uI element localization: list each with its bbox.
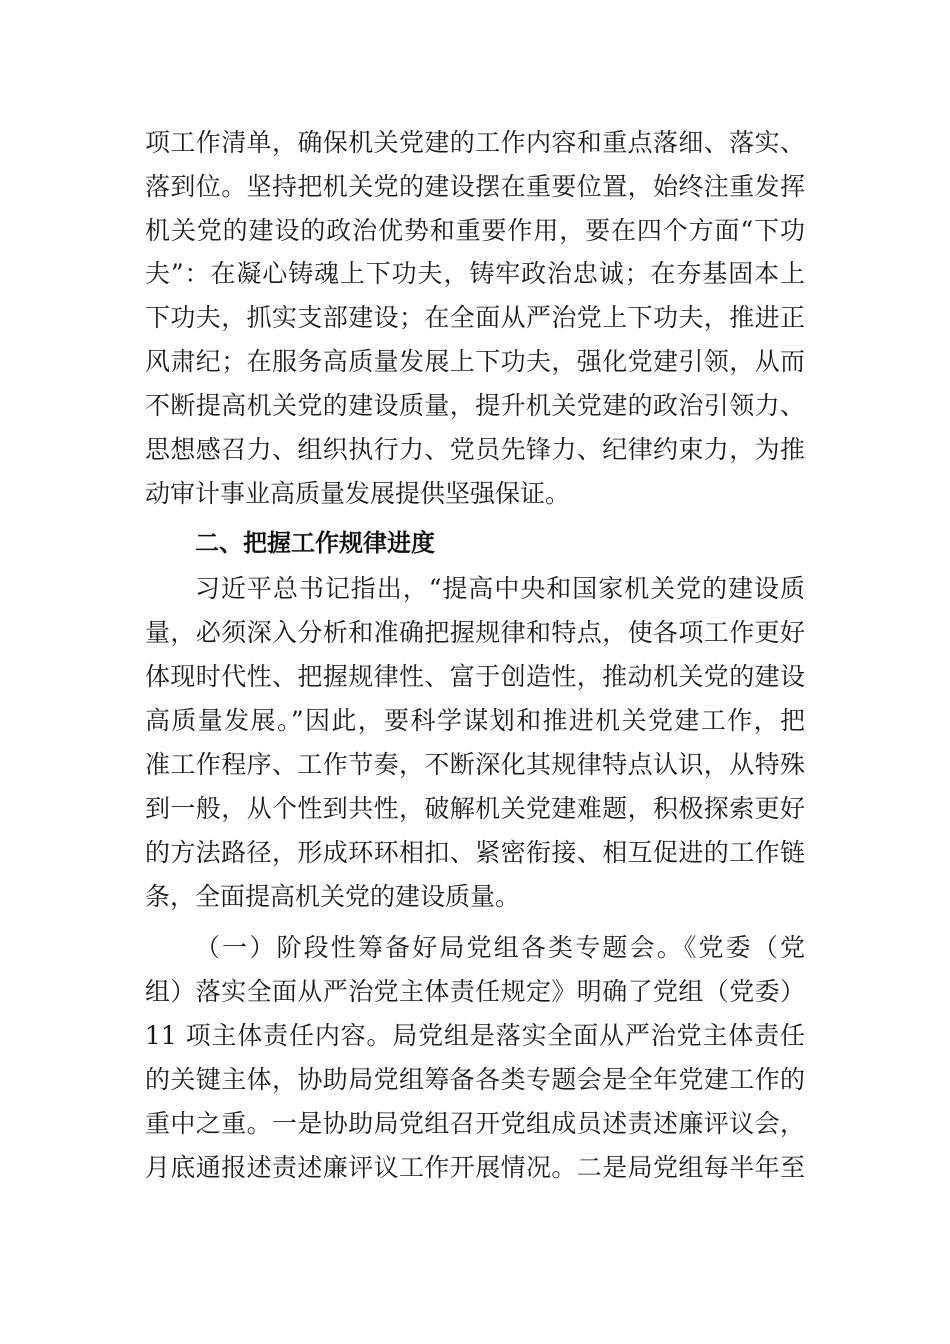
section-heading: 二、把握工作规律进度: [195, 529, 435, 557]
paragraph-2-line-4: 高质量发展。”因此，要科学谋划和推进机关党建工作，把: [145, 706, 805, 735]
paragraph-1-line-6: 风肃纪；在服务高质量发展上下功夫，强化党建引领，从而: [145, 347, 805, 376]
paragraph-2-line-5: 准工作程序、工作节奏，不断深化其规律特点认识，从特殊: [145, 750, 805, 779]
paragraph-3-line-4: 的关键主体，协助局党组筹备各类专题会是全年党建工作的: [145, 1065, 805, 1094]
paragraph-1-line-5: 下功夫，抓实支部建设；在全面从严治党上下功夫，推进正: [145, 303, 805, 332]
paragraph-2-line-2: 量，必须深入分析和准确把握规律和特点，使各项工作更好: [145, 618, 805, 647]
paragraph-3-line-2: 组）落实全面从严治党主体责任规定》明确了党组（党委）: [145, 977, 805, 1006]
paragraph-1-line-9: 动审计事业高质量发展提供坚强保证。: [145, 479, 571, 508]
paragraph-1-line-8: 思想感召力、组织执行力、党员先锋力、纪律约束力，为推: [145, 435, 805, 464]
paragraph-2-line-3: 体现时代性、把握规律性、富于创造性，推动机关党的建设: [145, 662, 805, 691]
paragraph-1-line-2: 落到位。坚持把机关党的建设摆在重要位置，始终注重发挥: [145, 172, 805, 201]
paragraph-2-line-1: 习近平总书记指出，“提高中央和国家机关党的建设质: [195, 574, 805, 603]
paragraph-2-line-7: 的方法路径，形成环环相扣、紧密衔接、相互促进的工作链: [145, 838, 805, 867]
paragraph-2-line-6: 到一般，从个性到共性，破解机关党建难题，积极探索更好: [145, 794, 805, 823]
paragraph-2-line-8: 条，全面提高机关党的建设质量。: [145, 882, 521, 911]
paragraph-3-line-5: 重中之重。一是协助局党组召开党组成员述责述廉评议会，: [145, 1109, 805, 1138]
paragraph-3-line-1: （一）阶段性筹备好局党组各类专题会。《党委（党: [195, 933, 805, 962]
paragraph-1-line-7: 不断提高机关党的建设质量，提升机关党建的政治引领力、: [145, 391, 805, 420]
paragraph-1-line-3: 机关党的建设的政治优势和重要作用，要在四个方面“下功: [145, 216, 805, 245]
paragraph-1-line-4: 夫”：在凝心铸魂上下功夫，铸牢政治忠诚；在夯基固本上: [145, 259, 805, 288]
paragraph-1-line-1: 项工作清单，确保机关党建的工作内容和重点落细、落实、: [145, 128, 805, 157]
paragraph-3-line-3: 11 项主体责任内容。局党组是落实全面从严治党主体责任: [145, 1021, 805, 1050]
paragraph-3-line-6: 月底通报述责述廉评议工作开展情况。二是局党组每半年至: [145, 1153, 805, 1182]
